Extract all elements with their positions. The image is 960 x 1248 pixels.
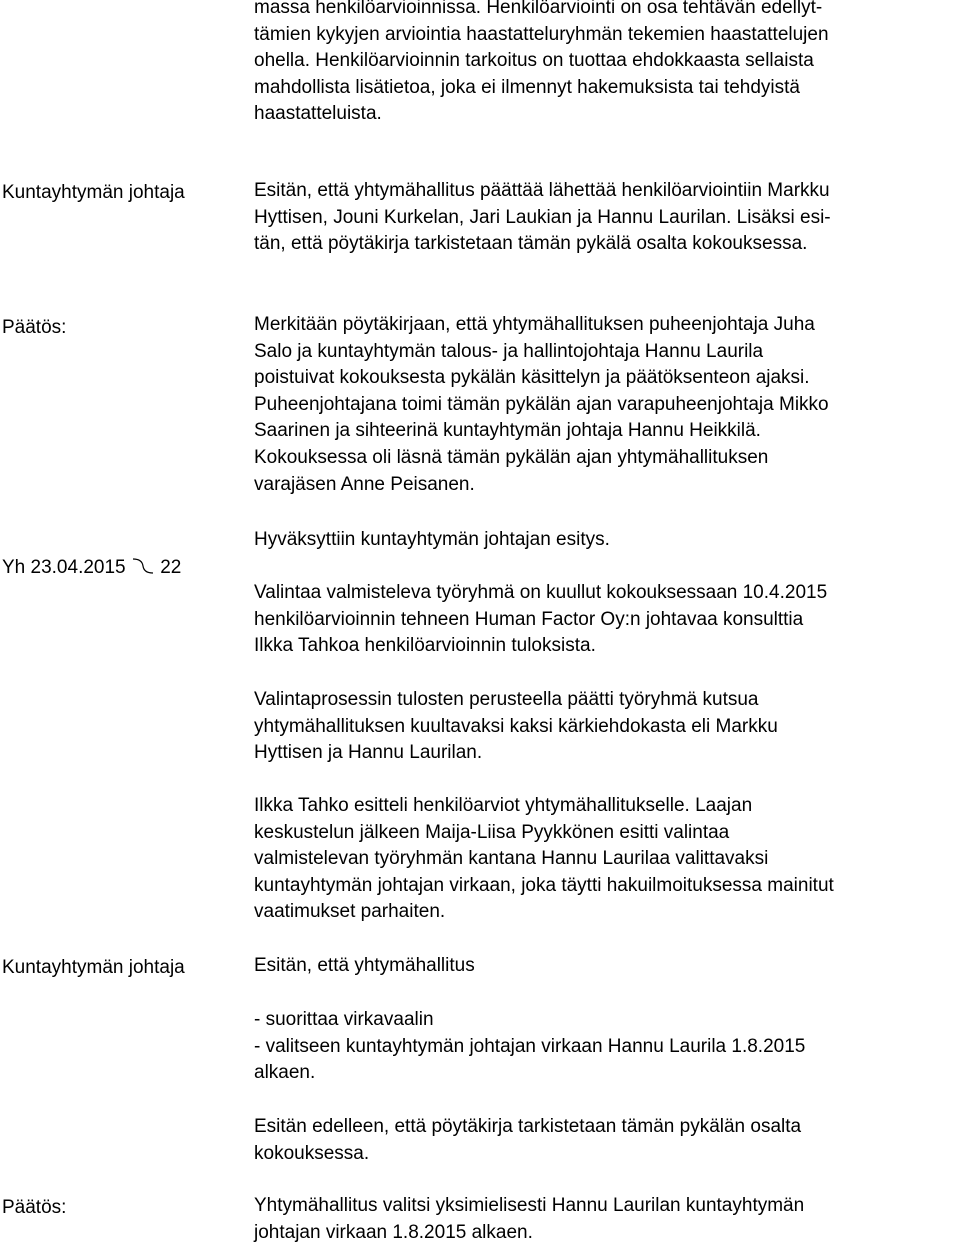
list-item: - suorittaa virkavaalin (254, 1009, 434, 1030)
proposal-line: tän, että pöytäkirja tarkistetaan tämän pykälä osalta kokouksessa. (254, 233, 808, 255)
intro-paragraph (254, 0, 958, 128)
section-number: 22 (160, 557, 182, 578)
intro-line: haastatteluista. (254, 103, 382, 125)
proposer-label: Kuntayhtymän johtaja (2, 182, 185, 203)
list-item: - valitseen kuntayhtymän johtajan virkaan Hannu Laurila 1.8.2015 (254, 1035, 806, 1057)
section-paragraph-3 (254, 793, 958, 926)
decision-line: Salo ja kuntayhtymän talous- ja hallintojohtaja Hannu Laurila (254, 340, 764, 362)
decision-line: varajäsen Anne Peisanen. (254, 473, 475, 495)
section-paragraph-1 (254, 580, 958, 660)
section-line: Hyttisen ja Hannu Laurilan. (254, 742, 483, 764)
decision-line: Saarinen ja sihteerinä kuntayhtymän johtaja Hannu Heikkilä. (254, 420, 761, 442)
decision-paragraph (254, 312, 958, 498)
decision-label: Päätös: (2, 1197, 67, 1218)
proposer-label: Kuntayhtymän johtaja (2, 957, 185, 978)
section-line: kuntayhtymän johtajan virkaan, joka täytti hakuilmoituksessa mainitut (254, 874, 834, 896)
section-sign-icon (132, 556, 154, 576)
proposal2-list (254, 1007, 958, 1087)
section-line: valmistelevan työryhmän kantana Hannu Laurilaa valittavaksi (254, 848, 769, 870)
decision-line: poistuivat kokouksesta pykälän käsittelyn ja päätöksenteon ajaksi. (254, 367, 810, 389)
section-line: keskustelun jälkeen Maija-Liisa Pyykkönen esitti valintaa (254, 821, 730, 843)
intro-line: ohella. Henkilöarvioinnin tarkoitus on tuottaa ehdokkaasta sellaista (254, 50, 814, 72)
proposal-line: Esitän, että yhtymähallitus päättää lähettää henkilöarviointiin Markku (254, 180, 830, 201)
section-line: Ilkka Tahko esitteli henkilöarviot yhtymähallitukselle. Laajan (254, 795, 753, 816)
proposal2-further (254, 1114, 958, 1167)
proposal2-intro: Esitän, että yhtymähallitus (254, 955, 475, 976)
section-line: Ilkka Tahkoa henkilöarvioinnin tuloksista. (254, 635, 596, 657)
meeting-ref: Yh 23.04.2015 (2, 557, 126, 578)
further-line: Esitän edelleen, että pöytäkirja tarkistetaan tämän pykälän osalta (254, 1116, 802, 1137)
proposal-line: Hyttisen, Jouni Kurkelan, Jari Laukian ja Hannu Laurilan. Lisäksi esi- (254, 206, 831, 228)
intro-line: tämien kykyjen arviointia haastatteluryhmän tekemien haastattelujen (254, 23, 829, 45)
section-line: vaatimukset parhaiten. (254, 901, 446, 923)
section-line: Valintaprosessin tulosten perusteella päätti työryhmä kutsua (254, 689, 759, 710)
approved-text: Hyväksyttiin kuntayhtymän johtajan esitys. (254, 529, 610, 550)
decision-line: Kokouksessa oli läsnä tämän pykälän ajan yhtymähallituksen (254, 446, 769, 468)
decision-line: Yhtymähallitus valitsi yksimielisesti Hannu Laurilan kuntayhtymän (254, 1195, 805, 1216)
section-line: henkilöarvioinnin tehneen Human Factor Oy:n johtavaa konsulttia (254, 608, 804, 630)
section-ref (2, 556, 181, 579)
further-line: kokouksessa. (254, 1142, 370, 1164)
section-paragraph-2 (254, 687, 958, 767)
intro-line: massa henkilöarvioinnissa. Henkilöarviointi on osa tehtävän edellyt- (254, 0, 823, 18)
section-line: yhtymähallituksen kuultavaksi kaksi kärkiehdokasta eli Markku (254, 715, 778, 737)
decision-line: Merkitään pöytäkirjaan, että yhtymähallituksen puheenjohtaja Juha (254, 314, 815, 335)
proposal-paragraph (254, 178, 958, 258)
section-line: Valintaa valmisteleva työryhmä on kuullut kokouksessaan 10.4.2015 (254, 582, 828, 603)
decision-label: Päätös: (2, 317, 67, 338)
list-item: alkaen. (254, 1062, 316, 1084)
intro-line: mahdollista lisätietoa, joka ei ilmennyt hakemuksista tai tehdyistä (254, 76, 800, 98)
decision-line: Puheenjohtajana toimi tämän pykälän ajan varapuheenjohtaja Mikko (254, 393, 829, 415)
decision-line: johtajan virkaan 1.8.2015 alkaen. (254, 1221, 533, 1243)
decision2-paragraph (254, 1193, 958, 1246)
